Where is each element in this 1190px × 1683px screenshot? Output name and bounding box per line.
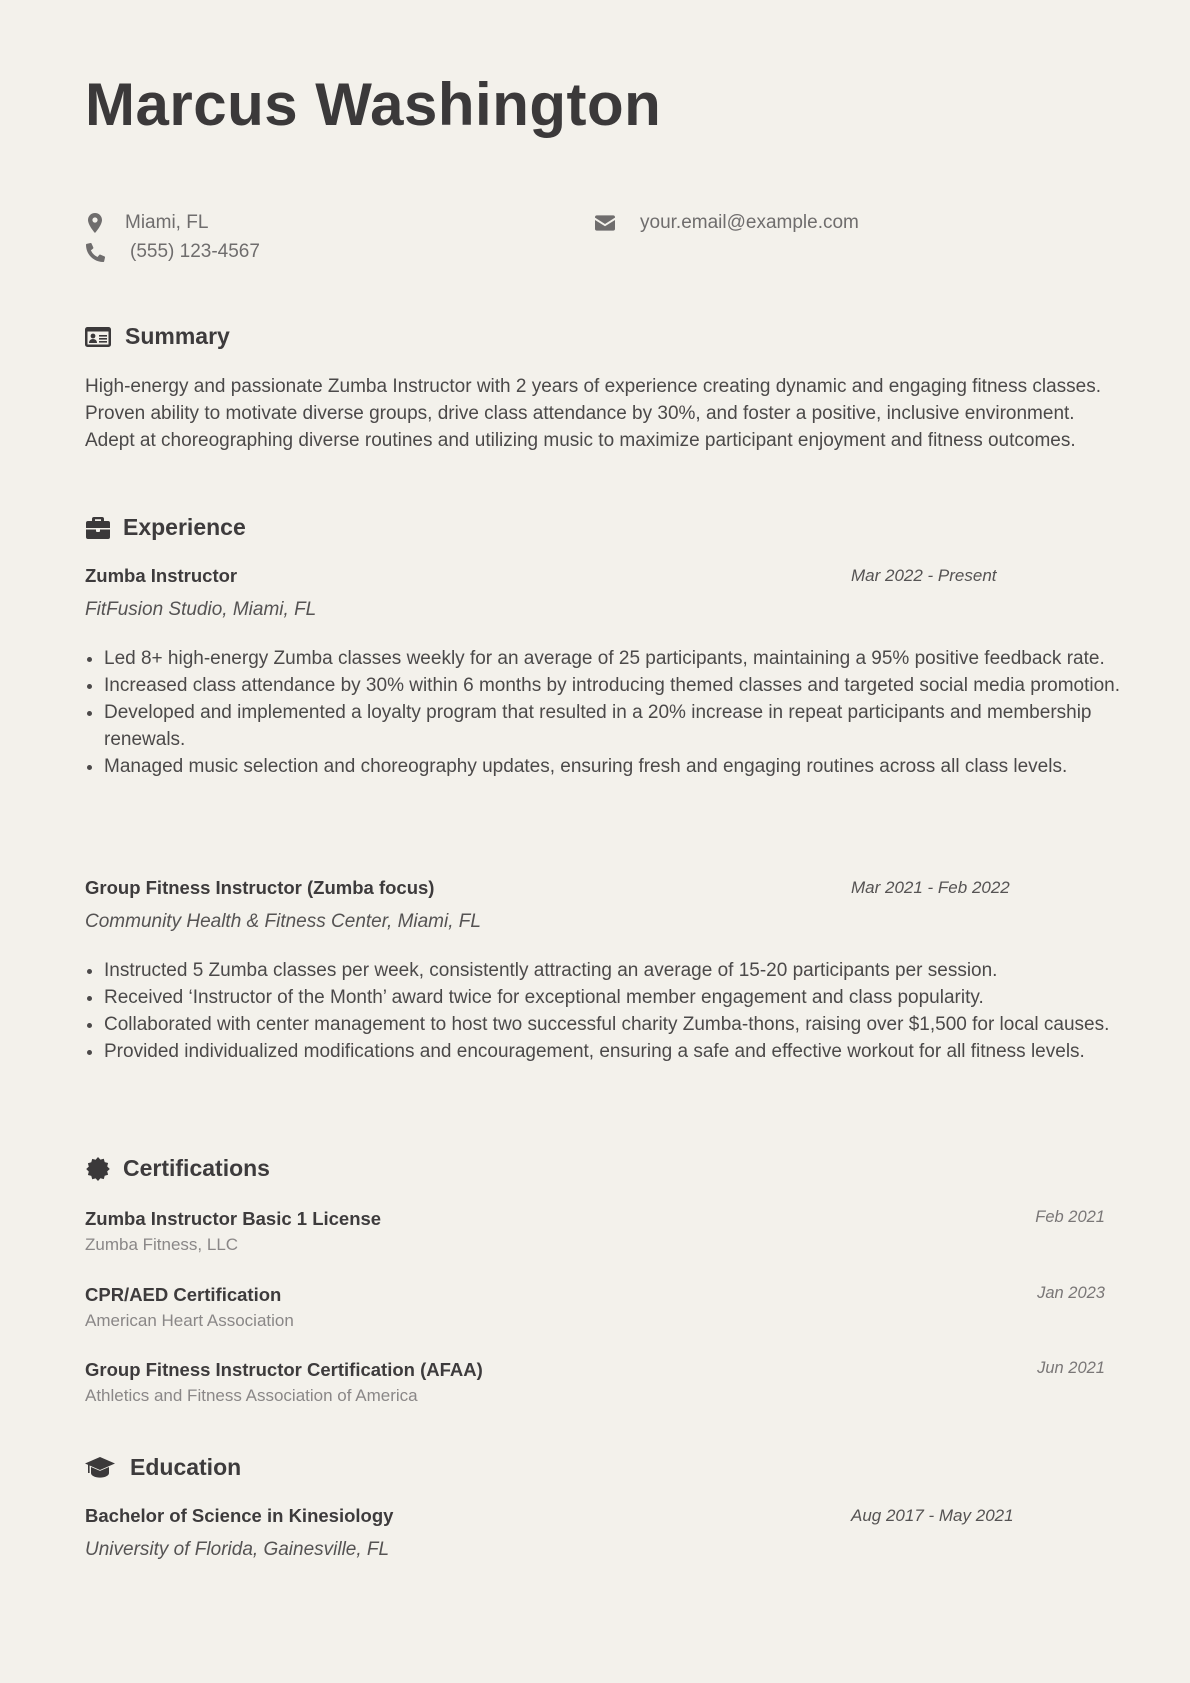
phone-icon (85, 242, 105, 262)
certification-date: Jun 2021 (1037, 1359, 1105, 1377)
job-title: Zumba Instructor (85, 565, 238, 586)
list-item: • Led 8+ high-energy Zumba classes weekly for an average of 25 participants, maintaining a 95% positive feedback rate. (104, 645, 1124, 672)
certifications-heading (85, 1155, 270, 1182)
job-organization: Community Health & Fitness Center, Miami, FL (85, 911, 481, 932)
education-title: Education (130, 1454, 242, 1480)
list-item: • Developed and implemented a loyalty program that resulted in a 20% increase in repeat participants and membership renewals. (104, 699, 1124, 753)
contact-phone (85, 241, 260, 263)
certification-date: Jan 2023 (1037, 1284, 1105, 1302)
envelope-icon (595, 213, 615, 233)
contact-email (595, 212, 859, 234)
experience-heading (85, 514, 246, 541)
id-card-icon (85, 325, 111, 349)
list-item: • Received ‘Instructor of the Month’ award twice for exceptional member engagement and class popularity. (104, 984, 1124, 1011)
certification-name: Group Fitness Instructor Certification (AFAA) (85, 1359, 483, 1380)
list-item: • Instructed 5 Zumba classes per week, consistently attracting an average of 15-20 participants per session. (104, 957, 1124, 984)
degree-title: Bachelor of Science in Kinesiology (85, 1505, 394, 1526)
list-item: • Provided individualized modifications and encouragement, ensuring a safe and effective workout for all fitness levels. (104, 1038, 1124, 1065)
summary-title: Summary (125, 323, 230, 349)
job-bullets (85, 645, 1124, 780)
certification-date: Feb 2021 (1035, 1208, 1105, 1226)
contact-location (85, 212, 208, 234)
experience-title: Experience (123, 514, 246, 540)
job-title: Group Fitness Instructor (Zumba focus) (85, 877, 435, 898)
job-bullets (85, 957, 1124, 1065)
certification-issuer: American Heart Association (85, 1311, 294, 1330)
graduation-cap-icon (85, 1456, 115, 1480)
education-heading (85, 1454, 241, 1481)
list-item: • Collaborated with center management to host two successful charity Zumba-thons, raising over $1,500 for local causes. (104, 1011, 1124, 1038)
job-dates: Mar 2021 - Feb 2022 (851, 878, 1010, 897)
certification-issuer: Athletics and Fitness Association of America (85, 1386, 418, 1405)
email-text[interactable]: your.email@example.com (640, 212, 859, 233)
summary-text: High-energy and passionate Zumba Instructor with 2 years of experience creating dynamic and engaging fitness classes. Proven ability to motivate diverse groups, drive class attendance by 30%, and foster a positive, inclusive environment. Adept at choreographing diverse routines and utilizing music to maximize participant enjoyment and fitness outcomes. (85, 376, 1101, 451)
phone-text[interactable]: (555) 123-4567 (130, 241, 260, 262)
job-dates: Mar 2022 - Present (851, 566, 997, 585)
certification-name: CPR/AED Certification (85, 1284, 282, 1305)
summary-heading (85, 323, 230, 350)
certifications-title: Certifications (123, 1155, 270, 1181)
briefcase-icon (85, 516, 111, 540)
resume-page (85, 0, 1121, 1683)
location-text: Miami, FL (125, 212, 209, 233)
certification-name: Zumba Instructor Basic 1 License (85, 1208, 382, 1229)
map-marker-icon (85, 213, 105, 233)
candidate-name: Marcus Washington (85, 71, 662, 138)
certificate-icon (85, 1157, 111, 1181)
school-name: University of Florida, Gainesville, FL (85, 1539, 390, 1560)
education-dates: Aug 2017 - May 2021 (851, 1506, 1014, 1525)
job-organization: FitFusion Studio, Miami, FL (85, 599, 317, 620)
list-item: • Increased class attendance by 30% within 6 months by introducing themed classes and targeted social media promotion. (104, 672, 1124, 699)
list-item: • Managed music selection and choreography updates, ensuring fresh and engaging routines across all class levels. (104, 753, 1124, 780)
certification-issuer: Zumba Fitness, LLC (85, 1235, 239, 1254)
